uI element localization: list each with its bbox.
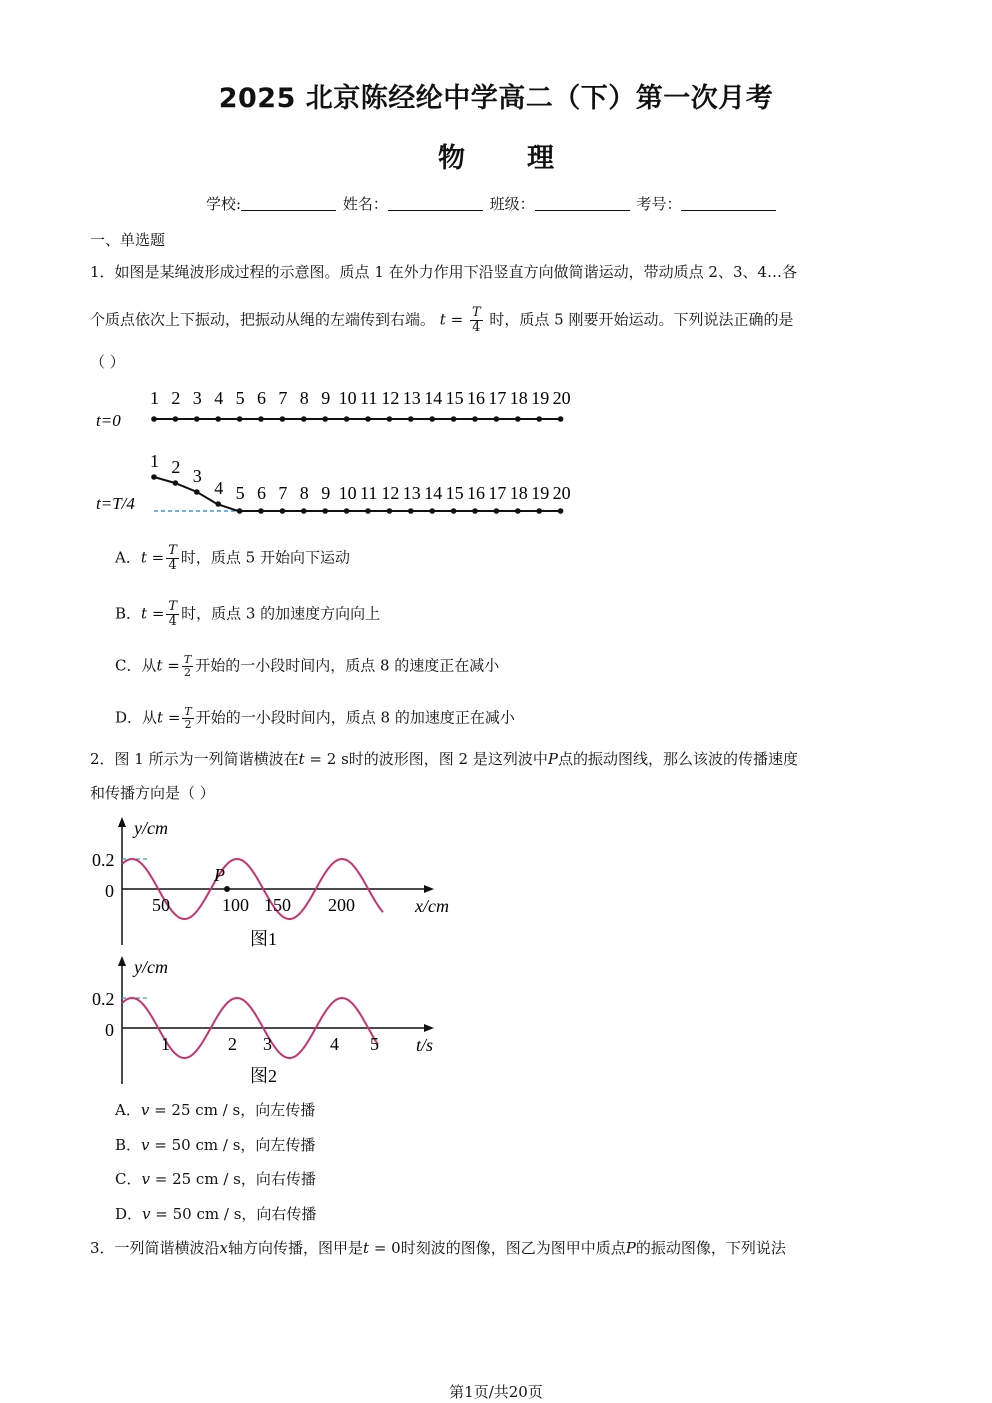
rope-point-dot [408,508,414,514]
option-text: 向左传播 [255,1101,316,1119]
rope-point-number: 19 [531,483,550,503]
rope-row2-numbers [150,451,571,503]
option-prefix: A． [115,1101,141,1119]
rope-point-dot [387,416,393,422]
t-eq: t = [156,656,180,675]
rope-point-dot [365,508,371,514]
option-value: = 50 cm / s， [149,1136,256,1154]
q2-t-value: = 2 s [304,750,349,768]
q2-option-c[interactable] [115,1168,316,1189]
option-text: 时，质点 3 的加速度方向向上 [181,604,381,623]
frac-numerator: T [184,705,192,718]
rope-point-number: 8 [299,483,309,503]
rope-point-number: 4 [214,388,224,408]
q1-line-1: 1．如图是某绳波形成过程的示意图。质点 1 在外力作用下沿竖直方向做简谐运动，带动质点 2、3、4…各 [90,263,798,281]
rope-point-dot [408,416,414,422]
rope-point-dot [387,508,393,514]
t-eq: t = [157,708,181,727]
rope-point-dot [215,416,221,422]
option-v: v [141,1170,150,1188]
rope-point-number: 7 [278,388,288,408]
t-eq: t = [140,548,165,567]
q3-t: t [363,1239,370,1257]
q1-t-eq: t = [439,310,464,329]
rope-point-dot [280,416,286,422]
q2-text-a: 2．图 1 所示为一列简谐横波在 [90,750,299,768]
rope-point-dot [451,416,457,422]
q2-option-a[interactable] [115,1099,315,1120]
rope-point-dot [237,416,243,422]
q3-text-c: 时刻波的图像，图乙为图甲中质点 [400,1239,626,1257]
y-axis-label: y/cm [134,818,168,838]
q2-option-b[interactable] [115,1134,315,1155]
option-text: 向左传播 [255,1136,316,1154]
q2-t: t [298,750,305,768]
rope-point-dot [536,508,542,514]
rope-point-number: 10 [338,388,357,408]
rope-point-dot [194,416,200,422]
y-axis-arrow [118,956,126,966]
page-footer: 第1页/共20页 [449,1383,543,1401]
rope-point-number: 20 [552,388,571,408]
y-axis-label: y/cm [134,957,168,977]
rope-point-number: 5 [235,388,245,408]
option-text: 向右传播 [256,1205,317,1223]
x-axis-label: x/cm [415,896,449,916]
y-axis-arrow [118,817,126,827]
rope-point-dot [558,416,564,422]
x-axis-arrow [424,1024,434,1032]
rope-point-dot [258,416,264,422]
option-prefix: D． [115,1205,143,1223]
rope-point-number: 4 [214,478,224,498]
option-text: 开始的一小段时间内，质点 8 的速度正在减小 [195,656,500,675]
x-axis-label: t/s [416,1035,434,1055]
rope-point-number: 20 [552,483,571,503]
option-text: 开始的一小段时间内，质点 8 的加速度正在减小 [195,708,515,727]
q3-p: P [625,1239,636,1257]
rope-point-number: 16 [467,483,485,503]
rope-point-dot [494,416,500,422]
page-title: 2025 北京陈经纶中学高二（下）第一次月考 [218,83,774,114]
rope-point-dot [151,474,157,480]
x-axis-arrow [424,885,434,893]
rope-point-dot [322,416,328,422]
option-prefix: C．从 [115,656,157,675]
subject-char-2: 理 [527,143,554,174]
rope-row1-numbers [150,388,571,408]
q1-text-a: 个质点依次上下振动，把振动从绳的左端传到右端。 [90,310,436,329]
point-p [224,886,230,892]
rope-point-dot [472,508,478,514]
option-prefix: D．从 [115,708,158,727]
frac-denominator: 2 [184,666,192,679]
section-title: 一、单选题 [90,231,166,249]
frac-denominator: 4 [168,558,177,573]
exam-no-label: 考号： [636,195,682,213]
wave-graph-fig1 [88,815,468,950]
figure-caption: 图2 [250,1066,277,1086]
q3-t-value: = 0 [369,1239,401,1257]
rope-point-number: 18 [509,483,528,503]
q1-line-3: （ ） [90,353,125,371]
x-tick-100: 100 [222,895,249,915]
frac-denominator: 4 [472,320,481,335]
rope-point-dot [258,508,264,514]
t-eq: t = [141,604,165,623]
option-prefix: B． [115,604,142,623]
rope-point-number: 15 [445,388,464,408]
option-text: 时，质点 5 开始向下运动 [180,548,350,567]
q1-option-d[interactable] [115,706,515,731]
rope-point-dot [301,416,307,422]
option-v: v [141,1136,150,1154]
origin-label: 0 [105,1020,114,1040]
option-prefix: B． [115,1136,142,1154]
t-tick-5: 5 [370,1034,379,1054]
rope-point-number: 11 [360,483,378,503]
rope-point-dot [429,508,435,514]
rope-point-number: 14 [424,483,443,503]
student-info-line [206,193,778,214]
q2-p: P [547,750,558,768]
rope-point-dot [322,508,328,514]
frac-denominator: 2 [184,718,192,731]
rope-point-dot [515,416,521,422]
exam-no-blank[interactable] [681,196,776,211]
q1-text-b: 时，质点 5 刚要开始运动。下列说法正确的是 [489,310,794,329]
q2-line-1 [90,749,910,769]
school-label: 学校: [206,195,242,213]
option-value: = 50 cm / s， [150,1205,257,1223]
rope-point-number: 10 [338,483,357,503]
rope-point-dot [451,508,457,514]
rope-point-number: 3 [192,466,202,486]
option-fraction [166,544,179,573]
option-v: v [142,1205,151,1223]
q3-line-1 [90,1238,910,1258]
name-label: 姓名： [342,195,388,213]
rope-point-number: 13 [402,483,421,503]
rope-point-number: 1 [150,451,159,471]
y-tick-label: 0.2 [92,850,115,870]
rope-point-dot [558,508,564,514]
y-tick-label: 0.2 [92,989,115,1009]
rope-point-number: 12 [381,483,400,503]
rope-point-number: 1 [150,388,159,408]
q2-line-2: 和传播方向是（ ） [90,784,215,802]
rope-point-dot [173,416,179,422]
q3-x: x [219,1239,229,1257]
rope-point-number: 3 [192,388,202,408]
frac-numerator: T [168,543,177,558]
frac-numerator: T [168,599,178,614]
rope-point-dot [536,416,542,422]
figure-caption: 图1 [250,929,277,949]
row2-time-label: t=T/4 [96,494,135,513]
rope-point-dot [515,508,521,514]
subject-title [0,136,992,175]
option-value: = 25 cm / s， [149,1170,256,1188]
row1-time-label: t=0 [96,411,121,430]
rope-point-number: 17 [488,483,507,503]
rope-point-number: 7 [278,483,288,503]
name-blank[interactable] [388,196,483,211]
rope-point-number: 15 [445,483,464,503]
rope-point-dot [472,416,478,422]
x-tick-150: 150 [264,895,291,915]
x-tick-200: 200 [328,895,355,915]
rope-point-dot [494,508,500,514]
class-blank[interactable] [535,196,630,211]
rope-point-dot [365,416,371,422]
q2-text-c: 点的振动图线，那么该波的传播速度 [557,750,798,768]
vibration-graph-fig2 [88,954,468,1089]
q3-text-b: 轴方向传播，图甲是 [228,1239,364,1257]
q1-option-c[interactable] [115,654,499,679]
rope-point-number: 2 [171,388,181,408]
t-tick-1: 1 [161,1034,170,1054]
rope-point-number: 19 [531,388,550,408]
class-label: 班级： [489,195,535,213]
q2-option-d[interactable] [115,1203,316,1224]
rope-point-dot [429,416,435,422]
option-fraction [182,706,193,731]
rope-point-number: 6 [257,483,266,503]
rope-point-number: 14 [424,388,443,408]
rope-point-number: 11 [360,388,378,408]
rope-point-number: 9 [321,388,331,408]
t-tick-2: 2 [228,1034,237,1054]
rope-point-number: 12 [381,388,400,408]
q1-fraction [470,306,483,335]
rope-point-number: 17 [488,388,507,408]
q1-option-b[interactable] [115,600,380,629]
rope-point-dot [151,416,157,422]
rope-point-number: 6 [257,388,266,408]
q1-option-a[interactable] [115,544,350,573]
rope-point-dot [173,480,179,486]
q1-line-2 [90,306,910,335]
point-p-label: P [214,865,225,885]
rope-point-dot [344,416,350,422]
option-prefix: A． [115,548,141,567]
rope-point-dot [301,508,307,514]
frac-denominator: 4 [168,614,177,629]
option-prefix: C． [115,1170,142,1188]
origin-label: 0 [105,881,114,901]
option-value: = 25 cm / s， [149,1101,256,1119]
rope-wave-figure [88,382,578,522]
rope-point-number: 13 [402,388,421,408]
x-tick-50: 50 [152,895,170,915]
rope-point-number: 5 [235,483,245,503]
rope-point-dot [194,489,200,495]
option-text: 向右传播 [255,1170,316,1188]
frac-numerator: T [183,653,192,666]
school-blank[interactable] [241,196,336,211]
q3-text-a: 3．一列简谐横波沿 [90,1239,220,1257]
frac-numerator: T [471,305,481,320]
rope-point-dot [280,508,286,514]
subject-char-1: 物 [438,143,465,174]
q3-text-d: 的振动图像，下列说法 [635,1239,786,1257]
rope-point-dot [237,508,243,514]
q2-text-b: 时的波形图，图 2 是这列波中 [348,750,548,768]
rope-point-number: 2 [171,457,181,477]
rope-point-dot [215,501,221,507]
t-tick-4: 4 [330,1034,339,1054]
rope-point-dot [344,508,350,514]
rope-point-number: 8 [299,388,309,408]
option-fraction [182,654,193,679]
option-v: v [140,1101,150,1119]
option-fraction [166,600,179,629]
rope-point-number: 16 [467,388,485,408]
rope-point-number: 9 [321,483,331,503]
t-tick-3: 3 [263,1034,272,1054]
rope-point-number: 18 [509,388,528,408]
